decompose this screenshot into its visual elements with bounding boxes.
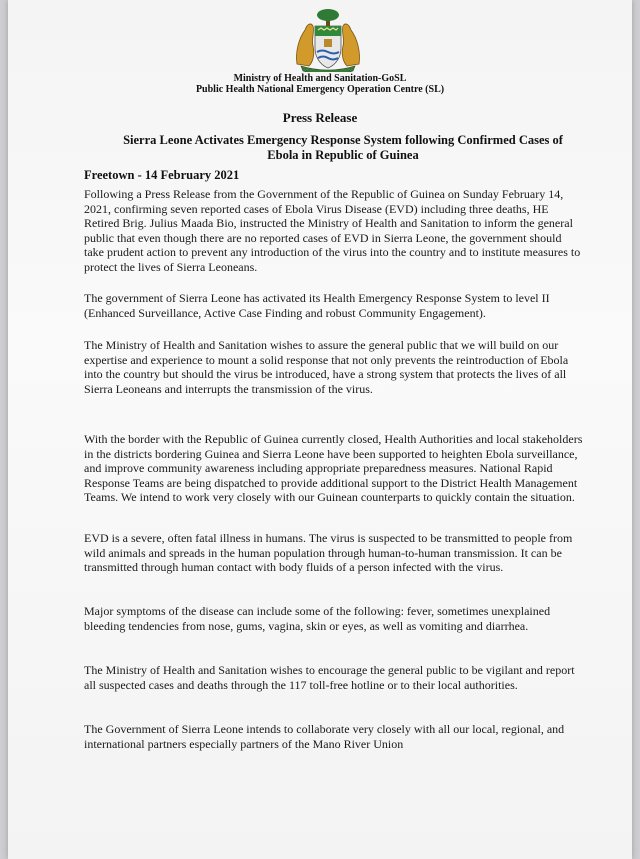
press-release-label: Press Release — [282, 110, 358, 125]
paragraph-4: With the border with the Republic of Guinea currently closed, Health Authorities and local stakeholders in the districts bordering Guinea and Sierra Leone have been supported to heighten Ebola surveillance, and improve community awareness including appropriate preparedness measures. National Rapid Response Teams are being dispatched to provide additional support to the District Health Management Teams. We intend to work very closely with our Guinean counterparts to quickly contain the situation. — [84, 432, 583, 505]
paragraph-2: The government of Sierra Leone has activated its Health Emergency Response System to level II (Enhanced Surveillance, Active Case Finding and robust Community Engagement). — [84, 291, 550, 320]
paragraph-8: The Government of Sierra Leone intends to collaborate very closely with all our local, regional, and international partners especially partners of the Mano River Union — [84, 722, 565, 751]
paragraph-5: EVD is a severe, often fatal illness in humans. The virus is suspected to be transmitted to people from wild animals and spreads in the human population through human-to-human transmission. It can be transmitted through human contact with body fluids of a person infected with the virus. — [84, 531, 573, 575]
paragraph-6: Major symptoms of the disease can include some of the following: fever, sometimes unexplained bleeding tendencies from nose, gums, vagina, skin or eyes, as well as vomiting and diarrhea. — [84, 604, 551, 633]
centre-name: Public Health National Emergency Operation Centre (SL) — [195, 84, 445, 95]
paragraph-1: Following a Press Release from the Government of the Republic of Guinea on Sunday February 14, 2021, confirming seven reported cases of Ebola Virus Disease (EVD) including three deaths, HE Retired Brig. Julius Maada Bio, instructed the Ministry of Health and Sanitation to inform the general public that even though there are no reported cases of EVD in Sierra Leone, the government should take prudent action to prevent any introduction of the virus into the country and to institute measures to protect the lives of Sierra Leoneans. — [84, 187, 581, 274]
coat-of-arms-emblem — [291, 8, 365, 72]
document-page — [8, 0, 632, 859]
dateline: Freetown - 14 February 2021 — [84, 168, 240, 182]
paragraph-3: The Ministry of Health and Sanitation wishes to assure the general public that we will build on our expertise and experience to mount a solid response that not only prevents the reintroduction of Ebola into the country but should the virus be introduced, have a strong system that protects the lives of all Sierra Leoneans and interrupts the transmission of the virus. — [84, 338, 569, 396]
headline: Sierra Leone Activates Emergency Response System following Confirmed Cases of Ebola in Republic of Guinea — [123, 133, 563, 162]
ministry-name: Ministry of Health and Sanitation-GoSL — [233, 73, 407, 84]
paragraph-7: The Ministry of Health and Sanitation wishes to encourage the general public to be vigilant and report all suspected cases and deaths through the 117 toll-free hotline or to their local authorities. — [84, 663, 575, 692]
